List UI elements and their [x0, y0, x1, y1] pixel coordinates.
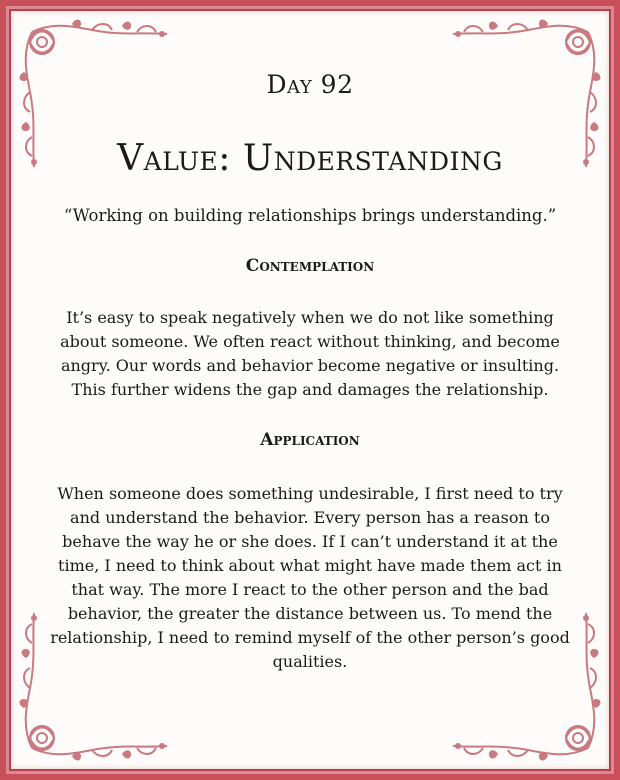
- application-text: When someone does something undesirable, I first need to try and understand the behavior. Every person has a reason to behave the way he or she does. If I can’t understand it at the time, I need to think about what might have made them act in that way. The more I react to the other person and the bad behavior, the greater the distance between us. To mend the relationship, I need to remind myself of the other person’s good qualities.: [50, 484, 570, 671]
- contemplation-heading: Contemplation: [245, 256, 375, 276]
- contemplation-text: It’s easy to speak negatively when we do not like something about someone. We often react without thinking, and become angry. Our words and behavior become negative or insulting. This further widens the gap and damages the relationship.: [60, 308, 560, 399]
- value-title: Value: Understanding: [117, 138, 503, 179]
- day-title: Day 92: [266, 70, 354, 99]
- quote: “Working on building relationships brings understanding.”: [63, 206, 557, 225]
- application-heading: Application: [260, 430, 360, 450]
